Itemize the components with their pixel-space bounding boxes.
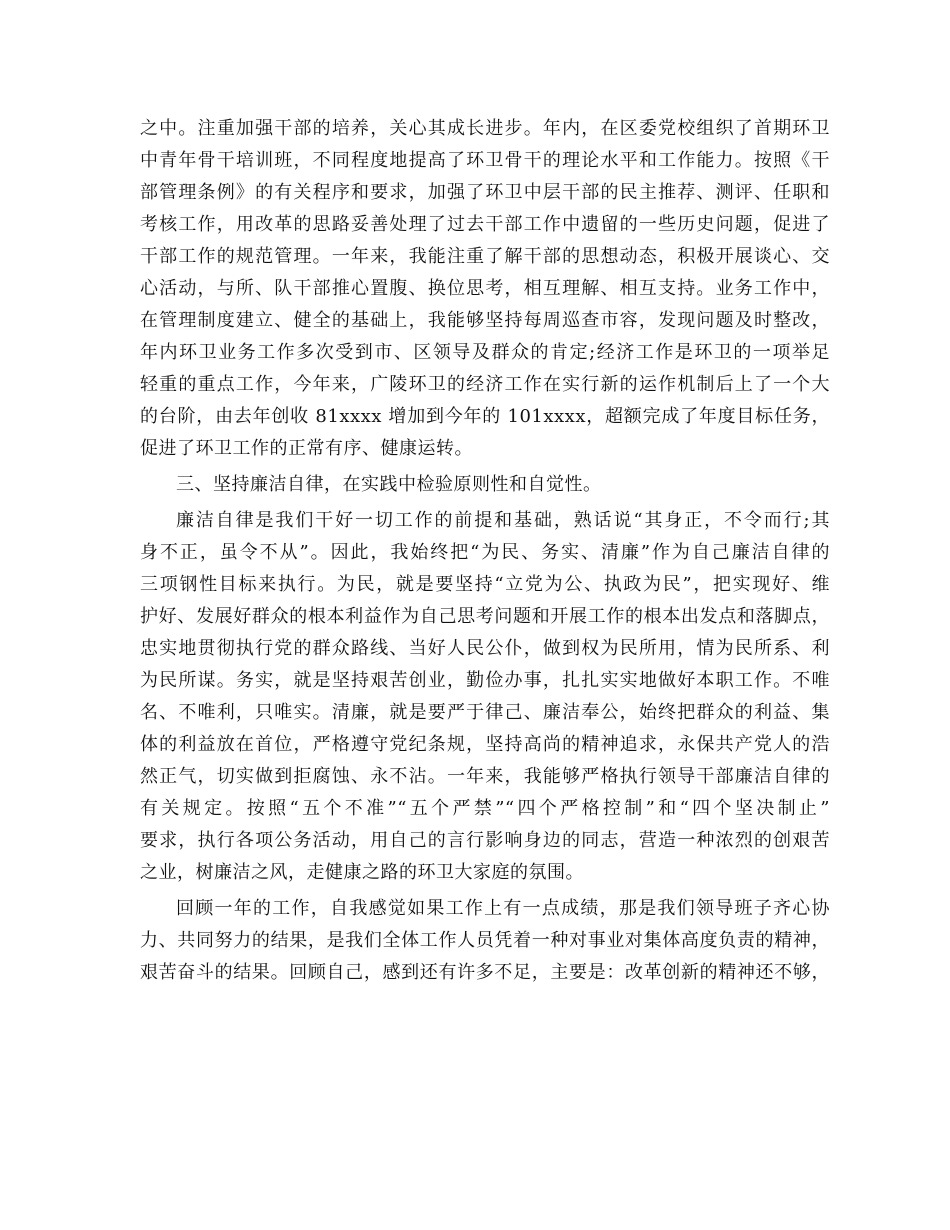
section-heading: 三、坚持廉洁自律，在实践中检验原则性和自觉性。 <box>176 474 602 495</box>
text-line: 之业，树廉洁之风，走健康之路的环卫大家庭的氛围。 <box>140 862 584 883</box>
text-line: 促进了环卫工作的正常有序、健康运转。 <box>140 438 473 459</box>
text-line: 名、不唯利，只唯实。清廉，就是要严于律己、廉洁奉公，始终把群众的利益、集 <box>140 702 830 723</box>
text-line: 廉洁自律是我们干好一切工作的前提和基础，熟话说“其身正，不令而行;其 <box>176 510 830 531</box>
text-line: 的台阶，由去年创收 81xxxx 增加到今年的 101xxxx，超额完成了年度目标任务， <box>140 406 830 427</box>
text-line: 力、共同努力的结果，是我们全体工作人员凭着一种对事业对集体高度负责的精神， <box>140 930 830 951</box>
text-line: 然正气，切实做到拒腐蚀、永不沾。一年来，我能够严格执行领导干部廉洁自律的 <box>140 766 830 787</box>
text-line: 心活动，与所、队干部推心置腹、换位思考，相互理解、相互支持。业务工作中， <box>140 278 830 299</box>
text-line: 部管理条例》的有关程序和要求，加强了环卫中层干部的民主推荐、测评、任职和 <box>140 182 830 203</box>
text-line: 身不正，虽令不从”。因此，我始终把“为民、务实、清廉”作为自己廉洁自律的 <box>140 542 830 563</box>
text-line: 忠实地贯彻执行党的群众路线、当好人民公仆，做到权为民所用，情为民所系、利 <box>140 638 830 659</box>
text-line: 要求，执行各项公务活动，用自己的言行影响身边的同志，营造一种浓烈的创艰苦 <box>140 830 830 851</box>
text-line: 干部工作的规范管理。一年来，我能注重了解干部的思想动态，积极开展谈心、交 <box>140 246 830 267</box>
text-line: 考核工作，用改革的思路妥善处理了过去干部工作中遗留的一些历史问题，促进了 <box>140 214 830 235</box>
document-body <box>140 113 830 989</box>
text-line: 体的利益放在首位，严格遵守党纪条规，坚持高尚的精神追求，永保共产党人的浩 <box>140 734 830 755</box>
text-line: 之中。注重加强干部的培养，关心其成长进步。年内，在区委党校组织了首期环卫 <box>140 118 830 139</box>
text-line: 轻重的重点工作，今年来，广陵环卫的经济工作在实行新的运作机制后上了一个大 <box>140 374 830 395</box>
text-line: 在管理制度建立、健全的基础上，我能够坚持每周巡查市容，发现问题及时整改， <box>140 310 830 331</box>
text-line: 为民所谋。务实，就是坚持艰苦创业，勤俭办事，扎扎实实地做好本职工作。不唯 <box>140 670 830 691</box>
text-line: 艰苦奋斗的结果。回顾自己，感到还有许多不足，主要是：改革创新的精神还不够， <box>140 962 830 983</box>
text-line: 护好、发展好群众的根本利益作为自己思考问题和开展工作的根本出发点和落脚点， <box>140 606 830 627</box>
text-line: 三项钢性目标来执行。为民，就是要坚持“立党为公、执政为民”，把实现好、维 <box>140 574 830 595</box>
text-line: 有关规定。按照“五个不准”“五个严禁”“四个严格控制”和“四个坚决制止” <box>140 798 830 819</box>
text-line: 中青年骨干培训班，不同程度地提高了环卫骨干的理论水平和工作能力。按照《干 <box>140 150 830 171</box>
text-line: 回顾一年的工作，自我感觉如果工作上有一点成绩，那是我们领导班子齐心协 <box>176 898 830 919</box>
text-line: 年内环卫业务工作多次受到市、区领导及群众的肯定;经济工作是环卫的一项举足 <box>140 342 830 363</box>
